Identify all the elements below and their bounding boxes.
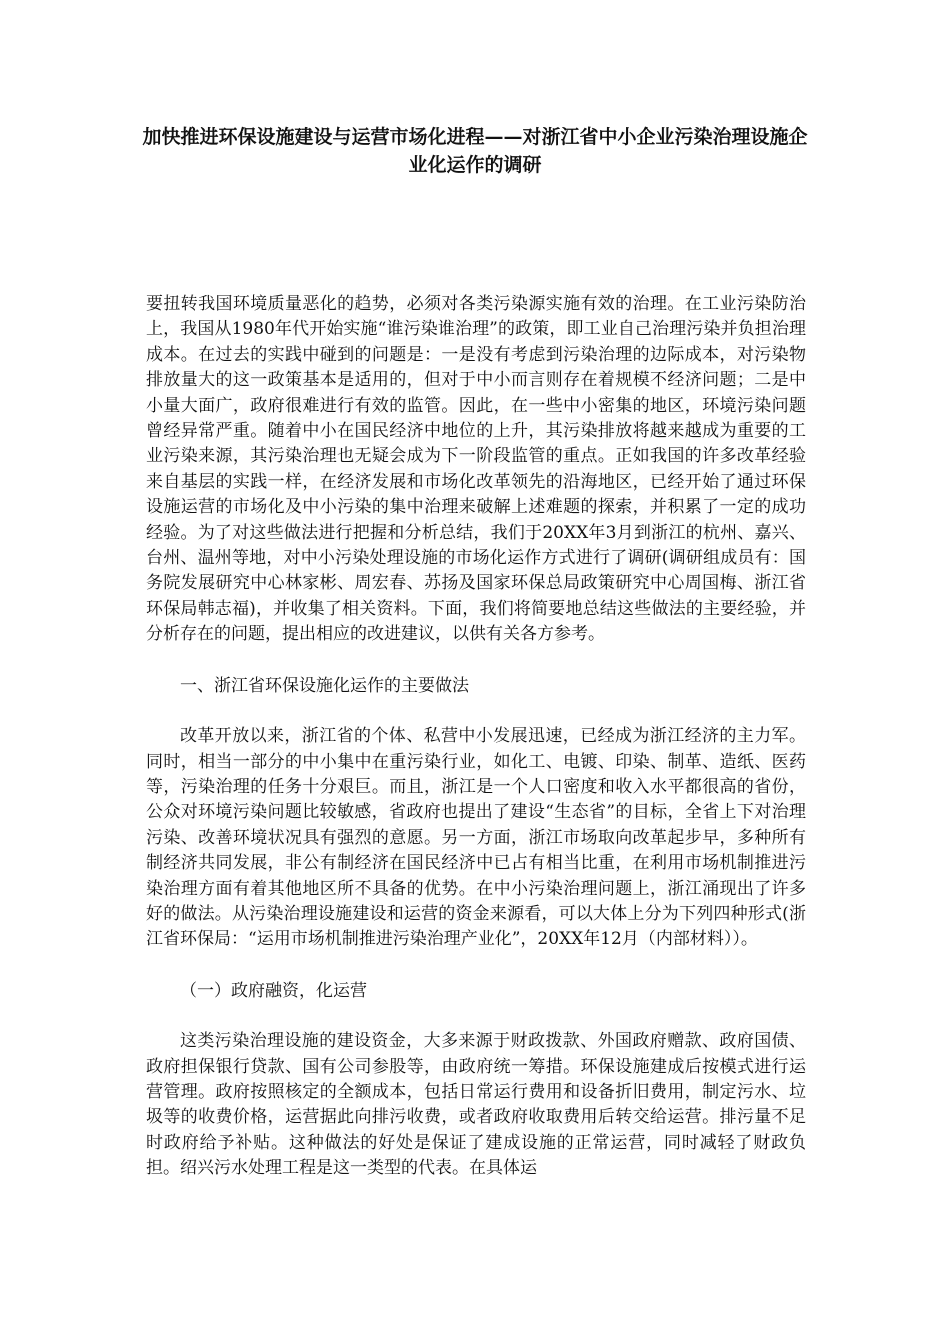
document-title: 加快推进环保设施建设与运营市场化进程——对浙江省中小企业污染治理设施企业化运作的调研 <box>142 126 808 176</box>
paragraph-spacer <box>146 1004 806 1029</box>
subsection-heading-1: （一）政府融资，化运营 <box>180 980 367 1001</box>
subsection-1-paragraph: 这类污染治理设施的建设资金，大多来源于财政拨款、外国政府赠款、政府国债、政府担保银行贷款、国有公司参股等，由政府统一筹措。环保设施建成后按模式进行运营管理。政府按照核定的全额成本，包括日常运行费用和设备折旧费用，制定污水、垃圾等的收费价格，运营据此向排污收费，或者政府收取费用后转交给运营。排污量不足时政府给予补贴。这种做法的好处是保证了建成设施的正常运营，同时减轻了财政负担。绍兴污水处理工程是这一类型的代表。在具体运 <box>146 1031 806 1179</box>
section-heading-1: 一、浙江省环保设施化运作的主要做法 <box>180 675 469 696</box>
paragraph-spacer <box>146 699 806 724</box>
paragraph-spacer <box>146 953 806 979</box>
section-1-paragraph: 改革开放以来，浙江省的个体、私营中小发展迅速，已经成为浙江经济的主力军。同时，相当一部分的中小集中在重污染行业，如化工、电镀、印染、制革、造纸、医药等，污染治理的任务十分艰巨。而且，浙江是一个人口密度和收入水平都很高的省份，公众对环境污染问题比较敏感，省政府也提出了建设“生态省”的目标，全省上下对治理污染、改善环境状况具有强烈的意愿。另一方面，浙江市场取向改革起步早，多种所有制经济共同发展，非公有制经济在国民经济中已占有相当比重，在利用市场机制推进污染治理方面有着其他地区所不具备的优势。在中小污染治理问题上，浙江涌现出了许多好的做法。从污染治理设施建设和运营的资金来源看，可以大体上分为下列四种形式(浙江省环保局：“运用市场机制推进污染治理产业化”，20XX年12月（内部材料））。 <box>146 726 806 950</box>
intro-paragraph: 要扭转我国环境质量恶化的趋势，必须对各类污染源实施有效的治理。在工业污染防治上，我国从1980年代开始实施“谁污染谁治理”的政策，即工业自己治理污染并负担治理成本。在过去的实践中碰到的问题是：一是没有考虑到污染治理的边际成本，对污染物排放量大的这一政策基本是适用的，但对于中小而言则存在着规模不经济问题；二是中小量大面广，政府很难进行有效的监管。因此，在一些中小密集的地区，环境污染问题曾经异常严重。随着中小在国民经济中地位的上升，其污染排放将越来越成为重要的工业污染来源，其污染治理也无疑会成为下一阶段监管的重点。正如我国的许多改革经验来自基层的实践一样，在经济发展和市场化改革领先的沿海地区，已经开始了通过环保设施运营的市场化及中小污染的集中治理来破解上述难题的探索，并积累了一定的成功经验。为了对这些做法进行把握和分析总结，我们于20XX年3月到浙江的杭州、嘉兴、台州、温州等地，对中小污染处理设施的市场化运作方式进行了调研(调研组成员有：国务院发展研究中心林家彬、周宏春、苏扬及国家环保总局政策研究中心周国梅、浙江省环保局韩志福)，并收集了相关资料。下面，我们将简要地总结这些做法的主要经验，并分析存在的问题，提出相应的改进建议，以供有关各方参考。 <box>146 294 806 645</box>
paragraph-spacer <box>146 648 806 674</box>
document-body <box>146 292 806 1182</box>
